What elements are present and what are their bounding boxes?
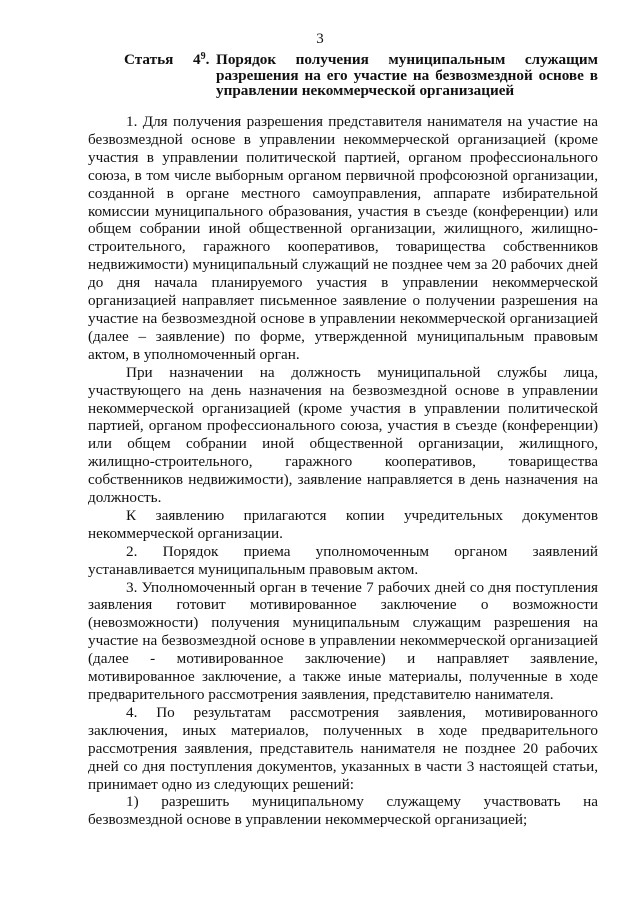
paragraph-appointment: При назначении на должность муниципальной службы лица, участвующего на день назначения на безвозмездной основе в управлении некоммерческой организацией (кроме участия в управлении политической партией, органом профессионального союза, участия в съезде (конференции) или общем собрании иной общественной организации, жилищного, жилищно-строительного, гаражного кооперативов, товарищества собственников недвижимости), заявление направляется в день назначения на должность. <box>88 363 598 507</box>
page-number: 3 <box>316 31 324 47</box>
article-number-superscript: 9 <box>200 51 206 62</box>
paragraph-part-4: 4. По результатам рассмотрения заявления, мотивированного заключения, иных материалов, полученных в ходе предварительного рассмотрения заявления, представитель нанимателя не позднее 20 рабочих дней со дня поступления документов, указанных в части 3 настоящей статьи, принимает одно из следующих решений: <box>88 703 598 793</box>
article-heading <box>124 52 598 99</box>
article-label-word: Статья <box>124 51 174 68</box>
article-title: Порядок получения муниципальным служащим разрешения на его участие на безвозмездной основе в управлении некоммерческой организацией <box>216 51 598 99</box>
paragraph-part-1: 1. Для получения разрешения представителя нанимателя на участие на безвозмездной основе в управлении некоммерческой организацией (кроме участия в управлении политической партией, органом профессионального союза, в том числе выборным органом первичной профсоюзной организации, созданной в органе местного самоуправления, аппарате избирательной комиссии муниципального образования, участия в съезде (конференции) или общем собрании иной общественной организации, жилищного, жилищно-строительного, гаражного кооперативов, товарищества собственников недвижимости) муниципальный служащий не позднее чем за 20 рабочих дней до дня начала планируемого участия в управлении некоммерческой организацией направляет письменное заявление о получении разрешения на участие на безвозмездной основе в управлении некоммерческой организацией (далее – заявление) по форме, утвержденной муниципальным правовым актом, в уполномоченный орган. <box>88 113 598 363</box>
article-number: $4^9$. <box>193 51 210 68</box>
paragraph-decision-1: 1) разрешить муниципальному служащему участвовать на безвозмездной основе в управлении некоммерческой организацией; <box>88 793 598 829</box>
paragraph-part-2: 2. Порядок приема уполномоченным органом заявлений устанавливается муниципальным правовым актом. <box>88 542 598 578</box>
article-body <box>88 113 598 829</box>
article-label <box>124 52 216 68</box>
paragraph-attachments: К заявлению прилагаются копии учредительных документов некоммерческой организации. <box>88 506 598 542</box>
paragraph-part-3: 3. Уполномоченный орган в течение 7 рабочих дней со дня поступления заявления готовит мотивированное заключение о возможности (невозможности) получения муниципальным служащим разрешения на участие на безвозмездной основе в управлении некоммерческой организацией (далее - мотивированное заключение) и направляет заявление, мотивированное заключение, а также иные материалы, полученные в ходе предварительного рассмотрения заявления, представителю нанимателя. <box>88 578 598 703</box>
